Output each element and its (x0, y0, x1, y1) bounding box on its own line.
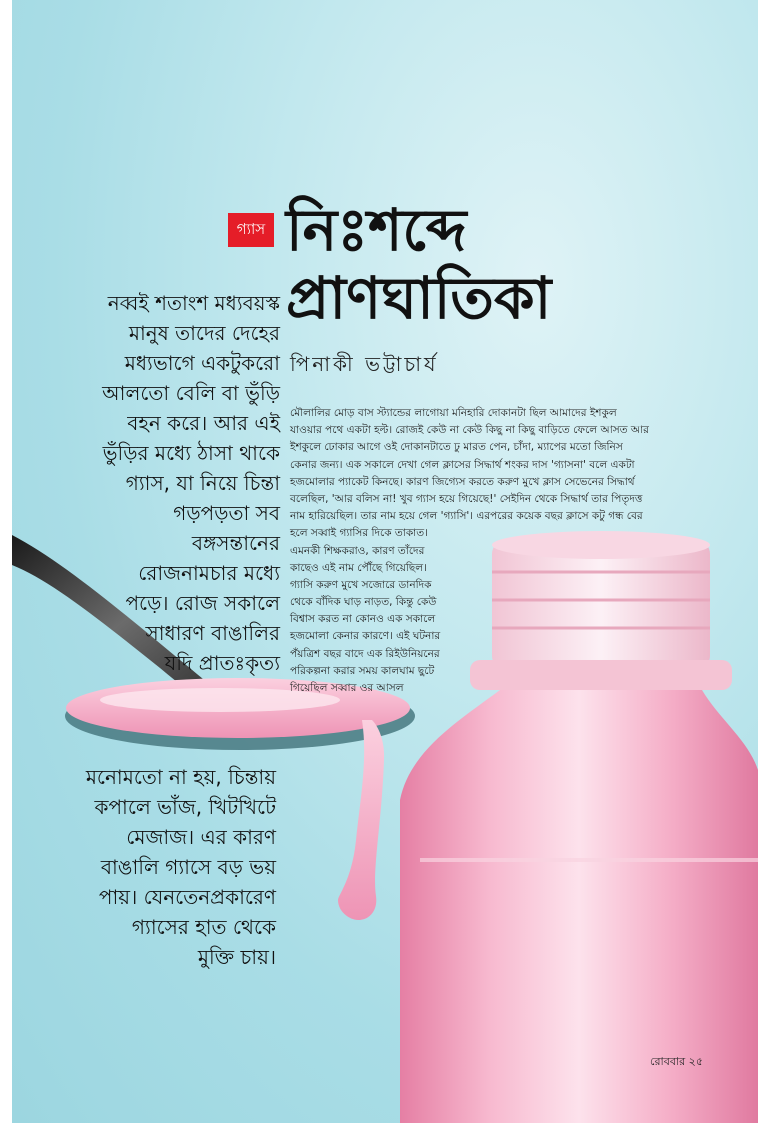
page-footer: রোববার ২৫ (650, 1055, 703, 1068)
body-line: এমনকী শিক্ষকরাও, কারণ তাঁদের (290, 544, 425, 557)
article-title-line-1: নিঃশব্দে (286, 196, 467, 264)
body-line: বলেছিল, 'আর বলিস না! খুব গ্যাস হয়ে গিয়েছে!' সেইদিন থেকে সিদ্ধার্থ তার পিতৃদত্ত (290, 492, 643, 505)
body-line: যাওয়ার পথে একটা হল্ট। রোজই কেউ না কেউ কিছু না কিছু বাড়িতে ফেলে আসত আর (290, 424, 649, 437)
lead-line: কপালে ভাঁজ, খিটখিটে (94, 795, 276, 819)
lead-line: ভুঁড়ির মধ্যে ঠাসা থাকে (102, 441, 280, 465)
lead-line: সাধারণ বাঙালির (145, 621, 280, 645)
lead-line: মেজাজ। এর কারণ (126, 825, 276, 849)
body-line: হজমোলা কেনার কারণে। এই ঘটনার (290, 630, 441, 643)
author-byline: পিনাকী ভট্টাচার্য (290, 352, 439, 376)
section-tag: গ্যাস (228, 213, 274, 247)
lead-line: পায়। যেনতেনপ্রকারেণ (98, 885, 276, 909)
article-title-line-2: প্রাণঘাতিকা (286, 264, 552, 332)
lead-line: রোজনামচার মধ্যে (138, 561, 280, 585)
body-line: গিয়েছিল সব্বার ওর আসল (290, 682, 404, 694)
lead-line: গ্যাসের হাত থেকে (131, 915, 276, 939)
lead-line: মনোমতো না হয়, চিন্তায় (85, 765, 276, 789)
article-body (290, 405, 649, 697)
lead-line: আলতো বেলি বা ভুঁড়ি (102, 381, 280, 405)
lead-line: মুক্তি চায়। (197, 945, 276, 969)
body-line: পরিকল্পনা করার সময় কালঘাম ছুটে (290, 664, 435, 677)
body-line: পঁয়ত্রিশ বছর বাদে এক রিইউনিয়নের (290, 647, 440, 660)
lead-line: গড়পড়তা সব (173, 501, 280, 525)
body-line: হলে সব্বাই গ্যাসির দিকে তাকাত। (290, 527, 428, 540)
lead-paragraph-1 (40, 288, 280, 678)
lead-line: গ্যাস, যা নিয়ে চিন্তা (125, 471, 280, 495)
lead-line: পড়ে। রোজ সকালে (125, 591, 280, 615)
lead-line: নব্বই শতাংশ মধ্যবয়স্ক (107, 291, 280, 315)
lead-line: বঙ্গসন্তানের (191, 531, 280, 555)
lead-line: বাঙালি গ্যাসে বড় ভয় (100, 855, 276, 879)
lead-line: যদি প্রাতঃকৃত্য (164, 651, 280, 675)
lead-line: মানুষ তাদের দেহের (128, 321, 280, 345)
pink-drip-illustration (338, 720, 384, 920)
body-line: গ্যাসি করুণ মুখে সজোরে ডানদিক (290, 578, 432, 591)
body-line: বিশ্বাস করত না কোনও এক সকালে (290, 613, 436, 626)
lead-line: বহন করে। আর এই (127, 411, 280, 435)
body-line: মৌলালির মোড় বাস স্ট্যান্ডের লাগোয়া মনিহারি দোকানটা ছিল আমাদের ইশকুল (290, 407, 617, 419)
body-line: থেকে বাঁদিক ঘাড় নাড়ত, কিন্তু কেউ (290, 596, 437, 609)
body-line: কেনার জন্য। এক সকালে দেখা গেল ক্লাসের সিদ্ধার্থ শংকর দাস 'গ্যাসনা' বলে একটা (290, 458, 635, 471)
body-line: ইশকুলে ঢোকার আগে ওই দোকানটাতে ঢু মারত পেন, চাঁদা, ম্যাপের মতো জিনিস (290, 441, 623, 454)
lead-line: মধ্যভাগে একটুকরো (124, 351, 280, 375)
body-line: হজমোলার প্যাকেট কিনছে। কারণ জিগ্যেস করতে করুণ মুখে ক্লাস সেভেনের সিদ্ধার্থ (290, 475, 635, 488)
body-line: নাম হারিয়েছিল। তার নাম হয়ে গেল 'গ্যাসি'। এরপরের কয়েক বছর ক্লাসে কটু গন্ধ বের (290, 510, 643, 523)
lead-paragraph-2 (40, 762, 276, 972)
body-line: কাছেও এই নাম পৌঁছে গিয়েছিল। (290, 561, 427, 574)
